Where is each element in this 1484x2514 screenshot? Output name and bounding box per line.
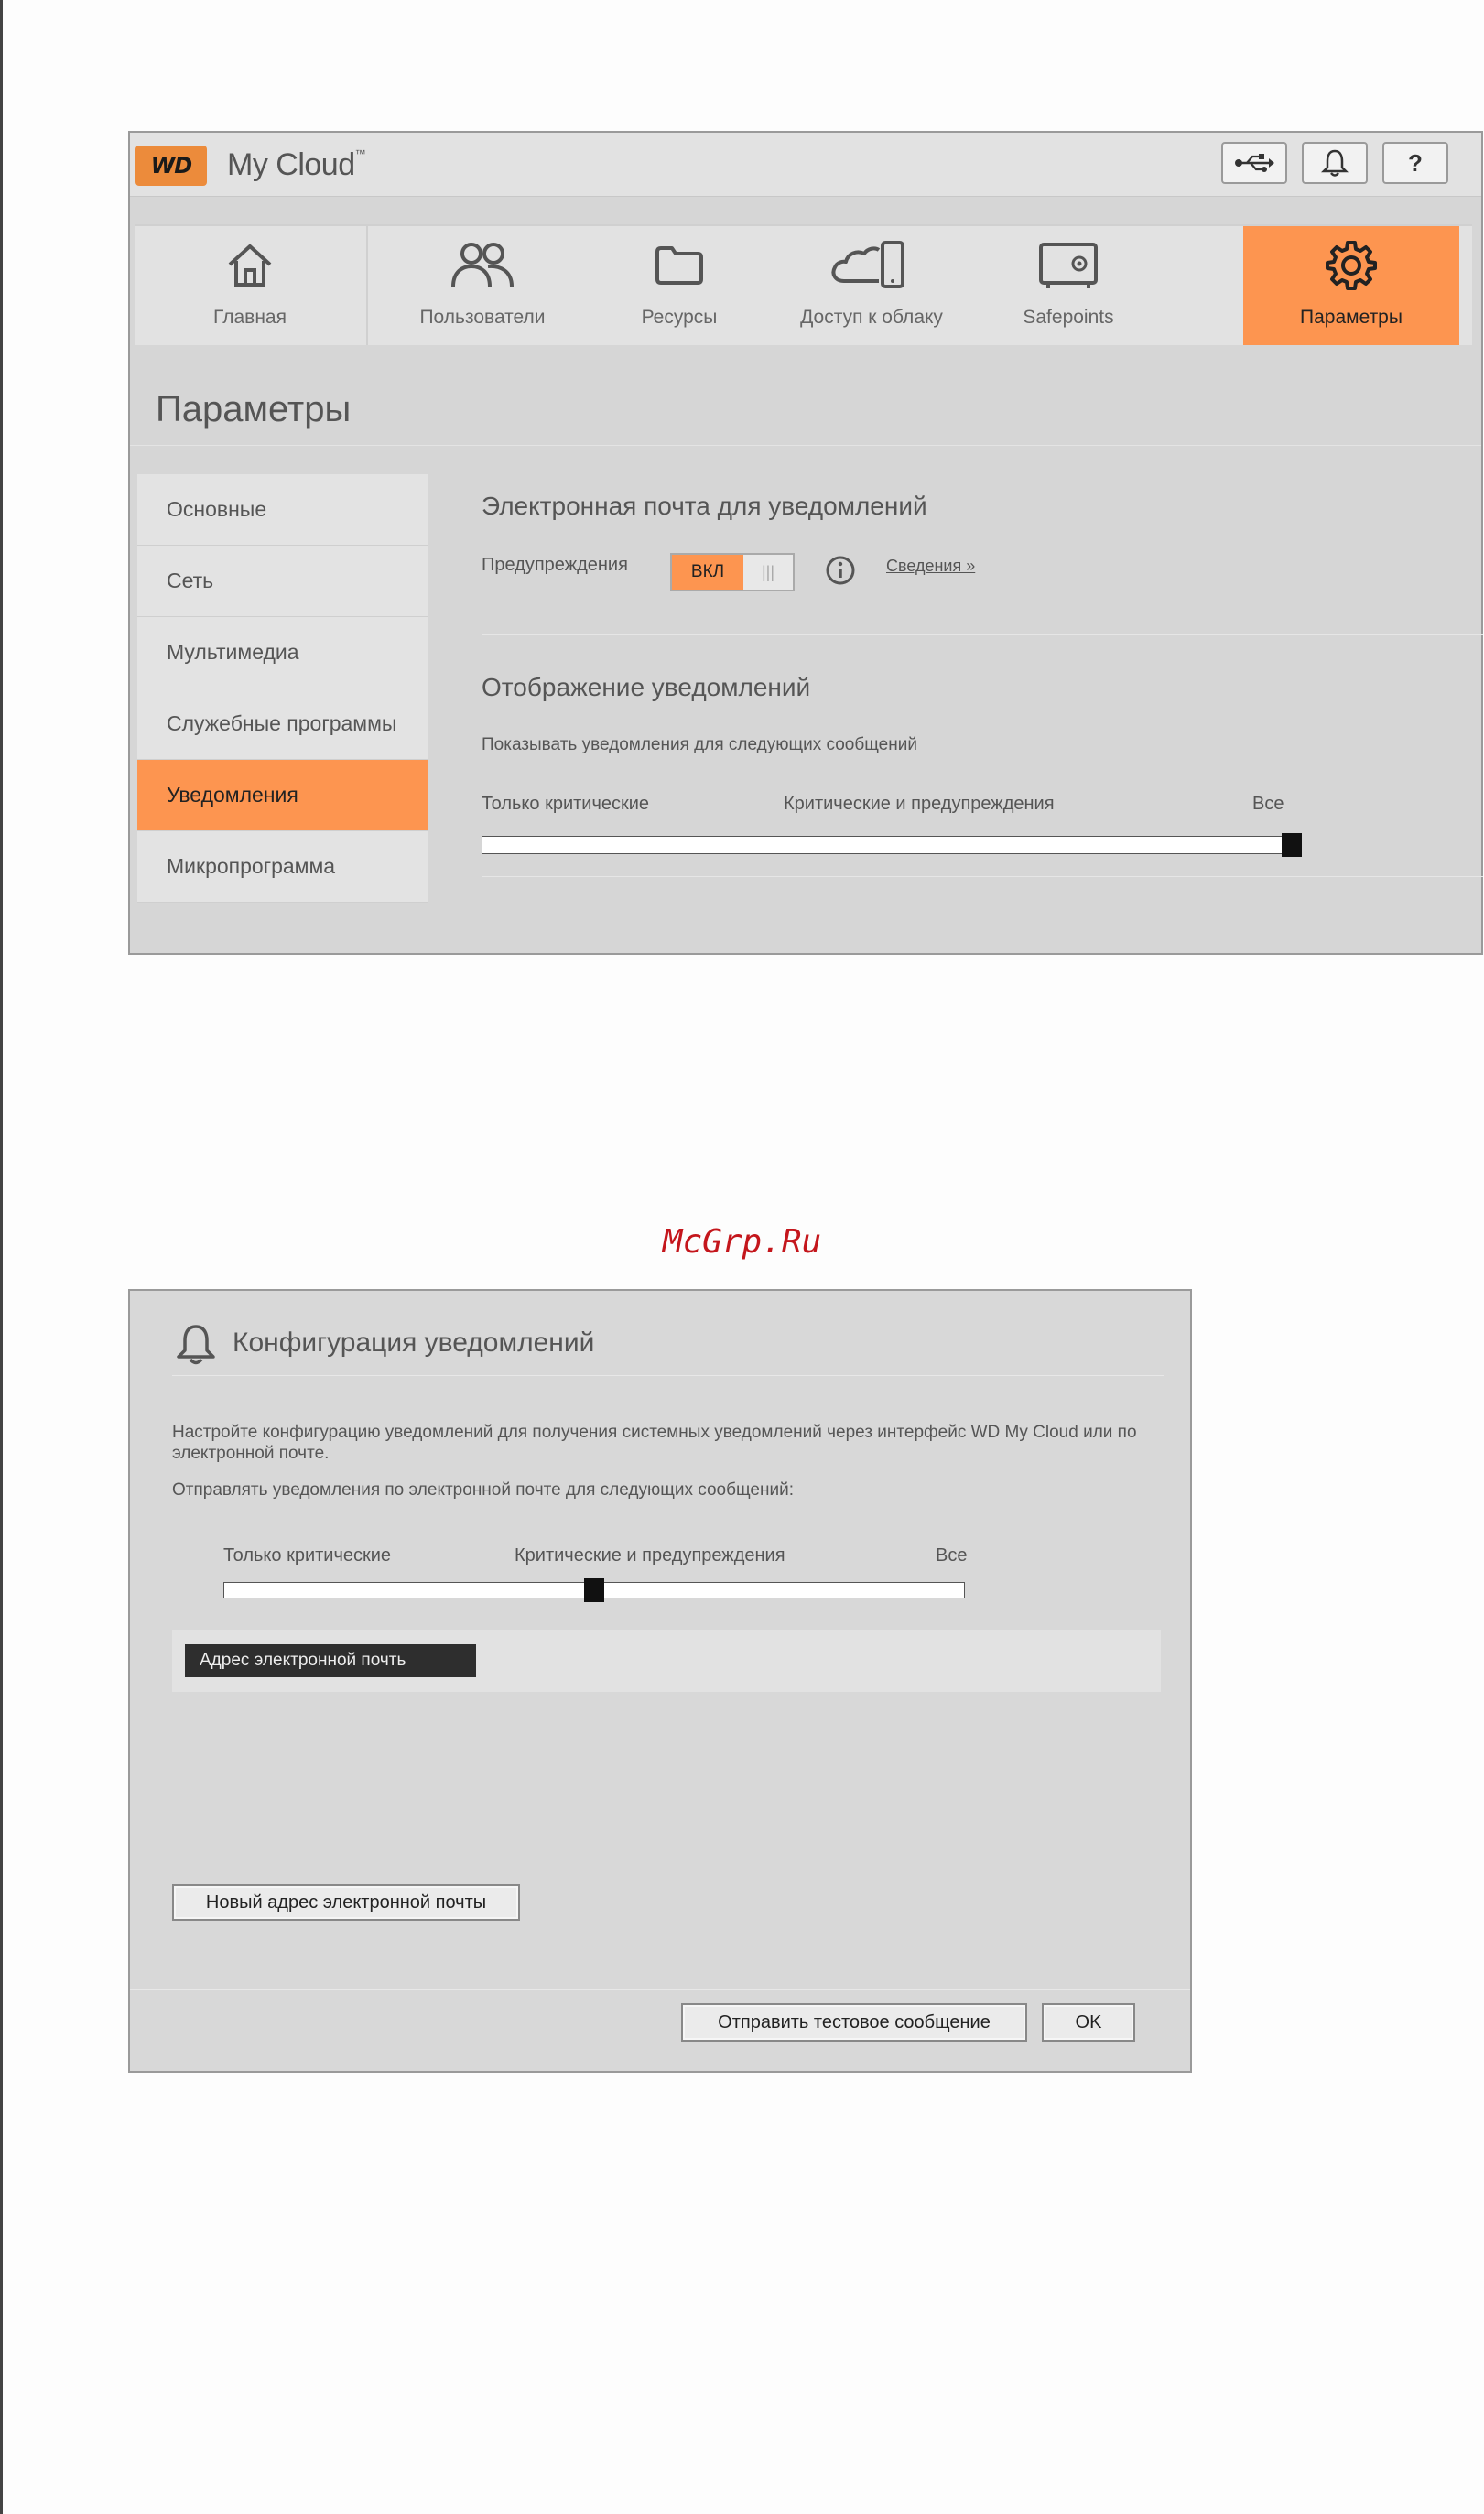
sidebar-item-notifications[interactable]: Уведомления <box>137 760 428 831</box>
dialog-title: Конфигурация уведомлений <box>233 1327 595 1358</box>
notification-level-slider[interactable] <box>482 836 1302 854</box>
nav-home-label: Главная <box>213 307 287 328</box>
usb-icon <box>1234 153 1274 173</box>
folder-icon <box>650 235 709 294</box>
new-email-button[interactable]: Новый адрес электронной почты <box>172 1884 520 1921</box>
level-all-label: Все <box>936 1545 968 1566</box>
notification-display-description: Показывать уведомления для следующих сообщений <box>482 735 917 754</box>
level-all-label: Все <box>1252 794 1284 814</box>
sidebar-item-utilities[interactable]: Служебные программы <box>137 688 428 760</box>
email-list-panel <box>172 1630 1161 1692</box>
dialog-send-text: Отправлять уведомления по электронной почте для следующих сообщений: <box>172 1480 794 1500</box>
level-critical-warnings-label: Критические и предупреждения <box>784 794 1055 814</box>
sidebar-item-firmware[interactable]: Микропрограмма <box>137 831 428 903</box>
email-notifications-heading: Электронная почта для уведомлений <box>482 492 927 520</box>
users-icon <box>446 235 519 294</box>
bell-icon <box>172 1322 220 1368</box>
usb-button[interactable] <box>1221 142 1287 184</box>
nav-settings[interactable] <box>1243 226 1459 345</box>
trademark-mark: ™ <box>354 147 366 160</box>
nav-cloud-access-label: Доступ к облаку <box>800 307 943 328</box>
page-title: Параметры <box>156 389 352 429</box>
nav-users-label: Пользователи <box>419 307 546 328</box>
home-icon <box>221 235 279 294</box>
dialog-description: Настройте конфигурацию уведомлений для получения системных уведомлений через интерфейс WD My Cloud или по электронной почте. <box>172 1423 1137 1463</box>
email-column-header: Адрес электронной почть <box>185 1644 476 1677</box>
alerts-toggle[interactable] <box>670 553 795 591</box>
help-icon: ? <box>1408 148 1423 177</box>
wd-logo-text: WD <box>150 153 192 179</box>
level-critical-label: Только критические <box>223 1545 392 1566</box>
nav-safepoints-label: Safepoints <box>1023 307 1114 328</box>
app-title-text: My Cloud <box>227 147 355 182</box>
help-button[interactable] <box>1382 142 1448 184</box>
divider <box>482 876 1483 877</box>
ok-button[interactable]: OK <box>1042 2003 1135 2042</box>
alerts-label: Предупреждения <box>482 555 628 575</box>
notification-config-dialog <box>128 1289 1192 2073</box>
top-bar <box>130 133 1481 197</box>
app-title <box>227 147 365 183</box>
nav-settings-label: Параметры <box>1300 307 1403 328</box>
main-nav <box>135 224 1472 345</box>
sidebar-item-network[interactable]: Сеть <box>137 546 428 617</box>
sidebar-item-media[interactable]: Мультимедиа <box>137 617 428 688</box>
toggle-grip: ||| <box>761 562 775 581</box>
nav-safepoints[interactable] <box>981 226 1155 345</box>
slider-handle[interactable] <box>1282 833 1302 857</box>
settings-sidebar <box>137 474 428 903</box>
nav-home[interactable] <box>135 226 364 345</box>
send-test-button[interactable]: Отправить тестовое сообщение <box>681 2003 1027 2042</box>
divider <box>482 634 1483 635</box>
wd-logo <box>135 146 207 186</box>
details-link[interactable]: Сведения » <box>886 557 976 575</box>
alerts-button[interactable] <box>1302 142 1368 184</box>
divider <box>130 1989 1190 1990</box>
divider <box>130 445 1481 446</box>
toggle-on-label: ВКЛ <box>672 555 743 590</box>
slider-handle[interactable] <box>584 1578 604 1602</box>
nav-cloud-access[interactable] <box>762 226 981 345</box>
watermark: McGrp.Ru <box>662 1223 822 1261</box>
level-critical-label: Только критические <box>482 794 650 814</box>
cloud-device-icon <box>828 235 915 294</box>
info-icon[interactable] <box>824 554 857 587</box>
bell-icon <box>1321 148 1349 178</box>
safe-icon <box>1035 235 1101 294</box>
nav-shares-label: Ресурсы <box>641 307 718 328</box>
settings-screen <box>128 131 1483 955</box>
divider <box>172 1375 1164 1376</box>
sidebar-item-general[interactable]: Основные <box>137 474 428 546</box>
notification-display-heading: Отображение уведомлений <box>482 673 811 701</box>
nav-shares[interactable] <box>597 226 762 345</box>
level-critical-warnings-label: Критические и предупреждения <box>515 1545 785 1566</box>
gear-icon <box>1322 235 1381 294</box>
nav-users[interactable] <box>368 226 597 345</box>
